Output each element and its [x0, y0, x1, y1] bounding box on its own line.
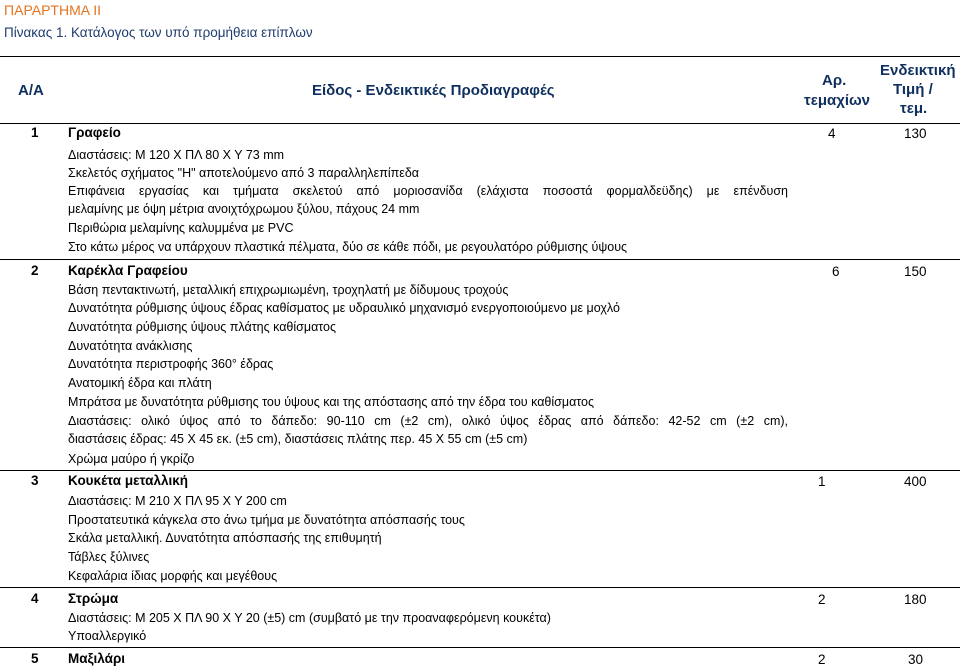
item-title: Στρώμα [68, 591, 119, 606]
header-price-line3: τεμ. [900, 100, 928, 117]
header-qty-line2: τεμαχίων [804, 92, 871, 109]
spec-line: Διαστάσεις: ολικό ύψος από το δάπεδο: 90-110 cm (±2 cm), ολικό ύψος έδρας από δάπεδο: 42-52 cm (±2 cm), [68, 414, 788, 428]
spec-line: Σκελετός σχήματος "Η" αποτελούμενο από 3 παραλληλεπίπεδα [68, 166, 420, 180]
spec-line: Δυνατότητα περιστροφής 360° έδρας [68, 357, 274, 371]
spec-line: Δυνατότητα ρύθμισης ύψους πλάτης καθίσματος [68, 320, 337, 334]
item-number: 2 [31, 263, 39, 278]
header-aa: Α/Α [18, 82, 44, 99]
item-price: 400 [904, 474, 927, 489]
header-price-line2: Τιμή / [893, 81, 933, 98]
spec-line: Δυνατότητα ρύθμισης ύψους έδρας καθίσματος με υδραυλικό μηχανισμό ενεργοποιούμενο με μοχλό [68, 301, 620, 315]
header-description: Είδος - Ενδεικτικές Προδιαγραφές [312, 82, 555, 99]
spec-line: μελαμίνης με όψη μέτρια ανοιχτόχρωμου ξύλου, πάχους 24 mm [68, 202, 420, 216]
spec-line: διαστάσεις έδρας: 45 Χ 45 εκ. (±5 cm), διαστάσεις πλάτης περ. 45 Χ 55 cm (±5 cm) [68, 432, 528, 446]
spec-line: Μπράτσα με δυνατότητα ρύθμισης του ύψους και της απόστασης από την έδρα του καθίσματος [68, 395, 595, 409]
spec-line: Κεφαλάρια ίδιας μορφής και μεγέθους [68, 569, 278, 583]
header-bottom-border [0, 123, 960, 124]
spec-line: Προστατευτικά κάγκελα στο άνω τμήμα με δυνατότητα απόσπασής τους [68, 513, 465, 527]
spec-line: Διαστάσεις: Μ 205 Χ ΠΛ 90 Χ Υ 20 (±5) cm (συμβατό με την προαναφερόμενη κουκέτα) [68, 611, 551, 625]
item-price: 30 [908, 652, 924, 667]
spec-line: Δυνατότητα ανάκλισης [68, 339, 193, 353]
spec-line: Περιθώρια μελαμίνης καλυμμένα με PVC [68, 221, 294, 235]
table-caption: Πίνακας 1. Κατάλογος των υπό προμήθεια επίπλων [4, 25, 313, 40]
header-price-line1: Ενδεικτική [880, 62, 956, 79]
row-separator [0, 587, 960, 588]
item-quantity: 1 [818, 474, 826, 489]
row-separator [0, 259, 960, 260]
spec-line: Υποαλλεργικό [68, 629, 147, 643]
table-top-border [0, 56, 960, 57]
item-quantity: 4 [828, 126, 836, 141]
item-quantity: 2 [818, 652, 826, 667]
spec-line: Στο κάτω μέρος να υπάρχουν πλαστικά πέλματα, δύο σε κάθε πόδι, με ρεγουλατόρο ρύθμισης ύψους [68, 240, 628, 254]
spec-line: Τάβλες ξύλινες [68, 550, 150, 564]
row-separator [0, 470, 960, 471]
item-price: 130 [904, 126, 927, 141]
appendix-title: ΠΑΡΑΡΤΗΜΑ ΙΙ [4, 2, 101, 18]
item-price: 150 [904, 264, 927, 279]
spec-line: Ανατομική έδρα και πλάτη [68, 376, 212, 390]
spec-line: Διαστάσεις: Μ 210 Χ ΠΛ 95 Χ Υ 200 cm [68, 494, 287, 508]
item-title: Καρέκλα Γραφείου [68, 263, 188, 278]
item-title: Μαξιλάρι [68, 651, 126, 666]
item-price: 180 [904, 592, 927, 607]
spec-line: Βάση πεντακτινωτή, μεταλλική επιχρωμιωμένη, τροχηλατή με δίδυμους τροχούς [68, 283, 509, 297]
row-separator [0, 647, 960, 648]
item-number: 4 [31, 591, 39, 606]
item-quantity: 6 [832, 264, 840, 279]
spec-line: Σκάλα μεταλλική. Δυνατότητα απόσπασής της επιθυμητή [68, 531, 382, 545]
item-title: Κουκέτα μεταλλική [68, 473, 189, 488]
spec-line: Επιφάνεια εργασίας και τμήματα σκελετού από μοριοσανίδα (ελάχιστα ποσοστά φορμαλδεϋδης) με επένδυση [68, 184, 788, 198]
item-number: 5 [31, 651, 39, 666]
item-number: 3 [31, 473, 39, 488]
item-title: Γραφείο [68, 125, 121, 140]
item-number: 1 [31, 125, 39, 140]
header-qty-line1: Αρ. [822, 72, 847, 89]
spec-line: Χρώμα μαύρο ή γκρίζο [68, 452, 195, 466]
spec-line: Διαστάσεις: Μ 120 Χ ΠΛ 80 Χ Υ 73 mm [68, 148, 285, 162]
item-quantity: 2 [818, 592, 826, 607]
